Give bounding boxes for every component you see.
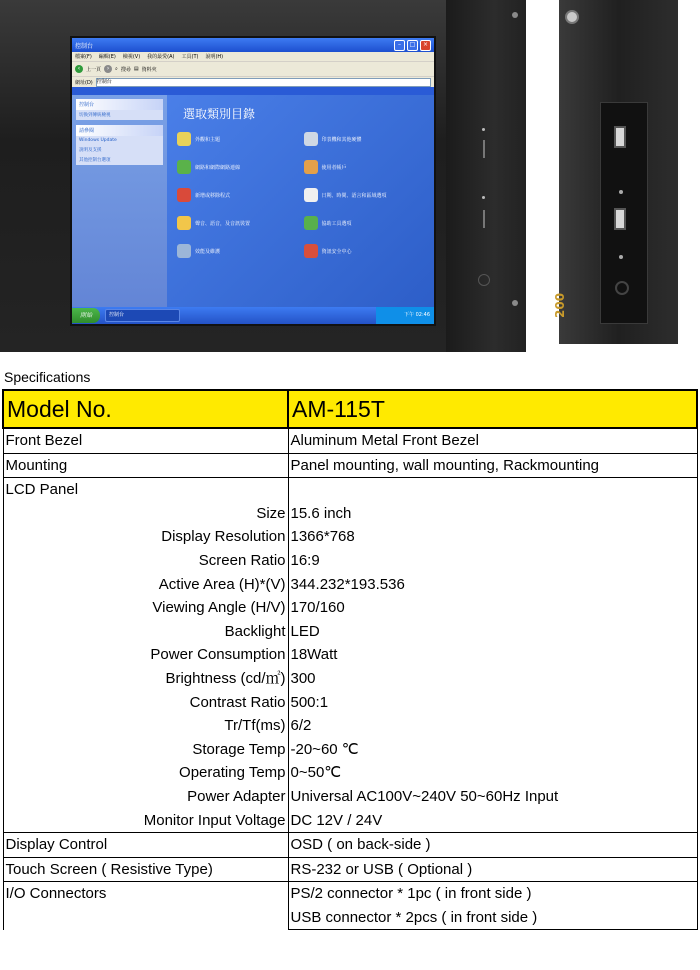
spec-value: 170/160 <box>288 596 697 620</box>
taskbar-item[interactable]: 控制台 <box>105 309 180 322</box>
spec-value: 16:9 <box>288 549 697 573</box>
io-row <box>3 882 697 906</box>
menu-item[interactable]: 我的最愛(A) <box>147 54 175 60</box>
spec-value: 300 <box>288 667 697 691</box>
lcd-spec-row <box>3 525 697 549</box>
spec-label: Contrast Ratio <box>3 691 288 715</box>
category-heading: 選取類別目錄 <box>183 107 256 121</box>
task-pane <box>72 95 167 307</box>
date-stamp: 200 <box>553 292 567 318</box>
ps2-port-icon <box>615 281 629 295</box>
spec-value: 0~50℃ <box>288 761 697 785</box>
task-link[interactable]: Windows Update <box>79 138 117 143</box>
spec-label: Display Control <box>3 833 288 858</box>
spec-value: DC 12V / 24V <box>288 809 697 833</box>
search-button[interactable]: 搜尋 <box>120 66 131 73</box>
search-icon[interactable]: ⌕ <box>115 66 118 72</box>
task-box-title: 請參閱 <box>76 125 163 136</box>
category-item[interactable]: 資訊安全中心 <box>304 244 425 258</box>
appearance-icon <box>177 132 191 146</box>
spec-label: Operating Temp <box>3 761 288 785</box>
spec-value: RS-232 or USB ( Optional ) <box>288 857 697 882</box>
task-box <box>76 99 163 120</box>
power-button-icon <box>478 274 490 286</box>
lcd-spec-row <box>3 667 697 691</box>
model-value: AM-115T <box>288 390 697 428</box>
minimize-icon[interactable]: – <box>394 40 405 51</box>
menu-item[interactable]: 檢視(V) <box>122 54 141 60</box>
task-link[interactable]: 切換到傳統檢視 <box>79 113 111 118</box>
spec-label: Power Consumption <box>3 643 288 667</box>
spec-label: Active Area (H)*(V) <box>3 573 288 597</box>
spec-value: LED <box>288 620 697 644</box>
spec-label: Monitor Input Voltage <box>3 809 288 833</box>
led-icon <box>619 190 623 194</box>
forward-icon[interactable]: › <box>104 65 112 73</box>
address-bar <box>72 76 434 87</box>
lcd-spec-row <box>3 502 697 526</box>
spec-row <box>3 857 697 882</box>
spec-value: 18Watt <box>288 643 697 667</box>
spec-row <box>3 833 697 858</box>
rack-hole-icon <box>512 12 518 18</box>
category-item[interactable]: 日期、時間、語言和區域選項 <box>304 188 425 202</box>
spec-label: Storage Temp <box>3 738 288 762</box>
rack-hole-icon <box>512 300 518 306</box>
io-label: I/O Connectors <box>3 882 288 930</box>
category-item[interactable]: 印表機和其他硬體 <box>304 132 425 146</box>
spec-value: 15.6 inch <box>288 502 697 526</box>
spec-value: 500:1 <box>288 691 697 715</box>
spec-value: Aluminum Metal Front Bezel <box>288 428 697 453</box>
maximize-icon[interactable]: □ <box>407 40 418 51</box>
spec-label: Front Bezel <box>3 428 288 453</box>
start-button[interactable]: 開始 <box>72 308 100 323</box>
security-shield-icon <box>304 244 318 258</box>
spec-label: Brightness (cd/㎡) <box>3 667 288 691</box>
spec-label: Screen Ratio <box>3 549 288 573</box>
led-icon <box>482 128 485 131</box>
lcd-spec-row <box>3 714 697 738</box>
task-box <box>76 125 163 165</box>
back-icon[interactable]: ‹ <box>75 65 83 73</box>
spec-label: Mounting <box>3 453 288 478</box>
category-grid <box>177 132 424 258</box>
spec-value: Universal AC100V~240V 50~60Hz Input <box>288 785 697 809</box>
led-icon <box>619 255 623 259</box>
port-slot-icon <box>483 210 485 228</box>
lcd-spec-row <box>3 809 697 833</box>
product-photo-side <box>553 0 678 344</box>
lcd-spec-row <box>3 643 697 667</box>
product-photo-front <box>0 0 526 352</box>
window-title: 控制台 <box>75 42 94 50</box>
category-item[interactable]: 效能及維護 <box>177 244 298 258</box>
lcd-group-label: LCD Panel <box>3 478 288 502</box>
menu-item[interactable]: 說明(H) <box>205 54 224 60</box>
lcd-spec-row <box>3 691 697 715</box>
lcd-group-row <box>3 478 697 502</box>
accessibility-icon <box>304 216 318 230</box>
lcd-spec-row <box>3 761 697 785</box>
spec-label: Size <box>3 502 288 526</box>
clock-icon <box>304 188 318 202</box>
add-remove-programs-icon <box>177 188 191 202</box>
folder-icon[interactable]: ▤ <box>133 66 139 72</box>
performance-icon <box>177 244 191 258</box>
task-link[interactable]: 其他控制台選項 <box>79 158 111 163</box>
category-item[interactable]: 協助工具選項 <box>304 216 425 230</box>
system-tray-clock: 下午 02:46 <box>376 307 434 324</box>
category-item[interactable]: 新增或移除程式 <box>177 188 298 202</box>
spec-label: Power Adapter <box>3 785 288 809</box>
spec-label: Viewing Angle (H/V) <box>3 596 288 620</box>
window-titlebar[interactable] <box>72 38 434 52</box>
address-label: 網址(D) <box>75 79 93 86</box>
spec-row <box>3 453 697 478</box>
usb-port-icon <box>614 126 626 148</box>
led-icon <box>482 196 485 199</box>
spec-value: OSD ( on back-side ) <box>288 833 697 858</box>
model-label: Model No. <box>3 390 288 428</box>
category-item[interactable]: 聲音、語音，及音訊裝置 <box>177 216 298 230</box>
model-row <box>3 390 697 428</box>
user-accounts-icon <box>304 160 318 174</box>
category-item[interactable]: 網路和網際網路連線 <box>177 160 298 174</box>
spec-value: 344.232*193.536 <box>288 573 697 597</box>
address-input[interactable]: 控制台 <box>96 78 431 87</box>
task-box-title: 控制台 <box>76 99 163 110</box>
network-icon <box>177 160 191 174</box>
spec-label: Backlight <box>3 620 288 644</box>
spec-value: 1366*768 <box>288 525 697 549</box>
category-item[interactable]: 使用者帳戶 <box>304 160 425 174</box>
lcd-spec-row <box>3 620 697 644</box>
lcd-spec-row <box>3 738 697 762</box>
spec-value: -20~60 ℃ <box>288 738 697 762</box>
spec-label: Tr/Tf(ms) <box>3 714 288 738</box>
window-body <box>72 95 434 307</box>
lcd-spec-row <box>3 549 697 573</box>
menu-item[interactable]: 編輯(E) <box>98 54 116 60</box>
spec-table <box>2 389 698 930</box>
category-view <box>167 95 434 307</box>
folders-button[interactable]: 資料夾 <box>141 66 157 73</box>
mounting-hole-icon <box>565 10 579 24</box>
io-value: PS/2 connector * 1pc ( in front side ) <box>288 882 697 906</box>
category-item[interactable]: 外觀和主題 <box>177 132 298 146</box>
spec-value: Panel mounting, wall mounting, Rackmounting <box>288 453 697 478</box>
port-slot-icon <box>483 140 485 158</box>
back-button[interactable]: 上一頁 <box>86 66 102 73</box>
spec-label: Touch Screen ( Resistive Type) <box>3 857 288 882</box>
printer-icon <box>304 132 318 146</box>
monitor-screen <box>72 38 434 324</box>
usb-port-icon <box>614 208 626 230</box>
spec-row <box>3 428 697 453</box>
task-link[interactable]: 說明及支援 <box>79 148 102 153</box>
menu-item[interactable]: 工具(T) <box>181 54 199 60</box>
menu-bar <box>72 52 434 61</box>
lcd-spec-row <box>3 573 697 597</box>
spec-label: Display Resolution <box>3 525 288 549</box>
lcd-spec-row <box>3 785 697 809</box>
close-icon[interactable]: × <box>420 40 431 51</box>
menu-item[interactable]: 檔案(F) <box>75 54 92 60</box>
sound-icon <box>177 216 191 230</box>
lcd-spec-row <box>3 596 697 620</box>
toolbar <box>72 61 434 76</box>
io-value: USB connector * 2pcs ( in front side ) <box>288 906 697 930</box>
spec-value: 6/2 <box>288 714 697 738</box>
spec-caption: Specifications <box>4 369 91 385</box>
taskbar <box>72 307 434 324</box>
